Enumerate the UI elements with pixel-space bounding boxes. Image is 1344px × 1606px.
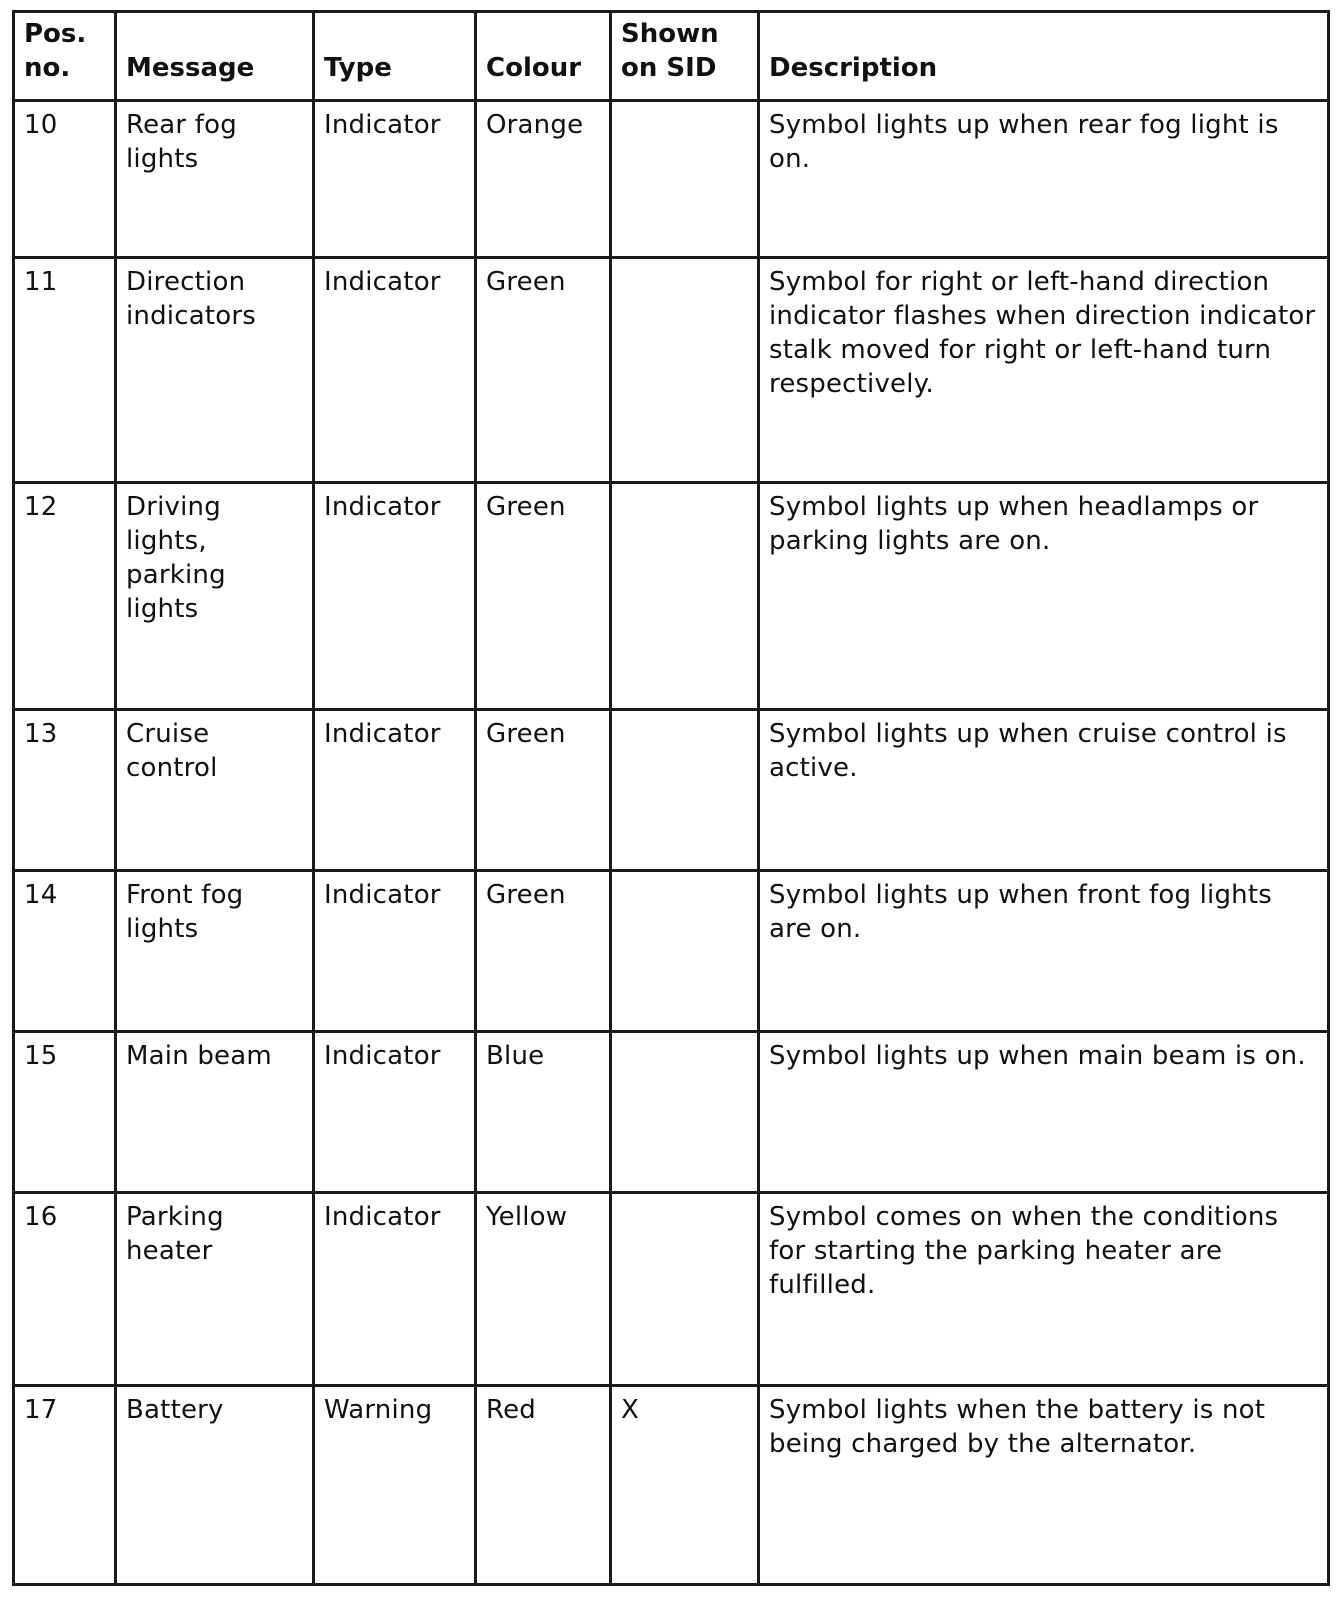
cell-message: Rear fog lights [116, 101, 314, 258]
cell-sid [611, 258, 759, 483]
cell-sid [611, 101, 759, 258]
cell-colour: Red [476, 1386, 611, 1585]
cell-pos: 15 [14, 1032, 116, 1193]
cell-colour: Yellow [476, 1193, 611, 1386]
cell-sid [611, 871, 759, 1032]
cell-description: Symbol lights up when cruise control is active. [759, 710, 1329, 871]
cell-type: Indicator [314, 710, 476, 871]
header-message [116, 12, 314, 101]
cell-description: Symbol lights up when main beam is on. [759, 1032, 1329, 1193]
cell-colour: Orange [476, 101, 611, 258]
cell-description: Symbol for right or left-hand direction indicator flashes when direction indicator stalk moved for right or left-hand turn respectively. [759, 258, 1329, 483]
cell-message: Main beam [116, 1032, 314, 1193]
cell-colour: Green [476, 258, 611, 483]
header-type [314, 12, 476, 101]
table-row [14, 1193, 1329, 1386]
cell-message: Front fog lights [116, 871, 314, 1032]
cell-pos: 10 [14, 101, 116, 258]
table-row [14, 1386, 1329, 1585]
table-row [14, 101, 1329, 258]
table-row [14, 1032, 1329, 1193]
cell-sid [611, 483, 759, 710]
header-colour-label: Colour [486, 53, 582, 83]
cell-pos: 14 [14, 871, 116, 1032]
cell-description: Symbol lights up when headlamps or parking lights are on. [759, 483, 1329, 710]
header-type-label: Type [324, 53, 392, 83]
header-sid-line-2: on SID [621, 53, 717, 83]
table-row [14, 483, 1329, 710]
cell-message: Driving lights, parking lights [116, 483, 314, 710]
header-row [14, 12, 1329, 101]
cell-type: Indicator [314, 483, 476, 710]
indicator-table [12, 10, 1330, 1586]
cell-colour: Blue [476, 1032, 611, 1193]
cell-colour: Green [476, 710, 611, 871]
table-row [14, 871, 1329, 1032]
cell-sid [611, 1193, 759, 1386]
cell-description: Symbol comes on when the conditions for starting the parking heater are fulfilled. [759, 1193, 1329, 1386]
cell-colour: Green [476, 483, 611, 710]
cell-pos: 16 [14, 1193, 116, 1386]
cell-type: Indicator [314, 101, 476, 258]
cell-message: Battery [116, 1386, 314, 1585]
cell-sid: X [611, 1386, 759, 1585]
table-body [14, 101, 1329, 1585]
cell-message: Cruise control [116, 710, 314, 871]
cell-type: Warning [314, 1386, 476, 1585]
cell-description: Symbol lights up when rear fog light is on. [759, 101, 1329, 258]
cell-description: Symbol lights when the battery is not being charged by the alternator. [759, 1386, 1329, 1585]
table-row [14, 258, 1329, 483]
header-sid-line-1: Shown [621, 19, 719, 49]
cell-type: Indicator [314, 871, 476, 1032]
header-shown-on-sid [611, 12, 759, 101]
table-header [14, 12, 1329, 101]
cell-description: Symbol lights up when front fog lights are on. [759, 871, 1329, 1032]
cell-pos: 17 [14, 1386, 116, 1585]
header-description-label: Description [769, 53, 938, 83]
header-message-label: Message [126, 53, 255, 83]
cell-type: Indicator [314, 258, 476, 483]
cell-type: Indicator [314, 1032, 476, 1193]
cell-pos: 13 [14, 710, 116, 871]
table-row [14, 710, 1329, 871]
cell-sid [611, 1032, 759, 1193]
cell-colour: Green [476, 871, 611, 1032]
cell-message: Parking heater [116, 1193, 314, 1386]
cell-sid [611, 710, 759, 871]
header-colour [476, 12, 611, 101]
cell-pos: 11 [14, 258, 116, 483]
header-description [759, 12, 1329, 101]
document-page [12, 10, 1330, 1586]
header-pos-line-1: Pos. [24, 19, 87, 49]
cell-message: Direction indicators [116, 258, 314, 483]
header-pos-no [14, 12, 116, 101]
cell-type: Indicator [314, 1193, 476, 1386]
header-pos-line-2: no. [24, 53, 71, 83]
cell-pos: 12 [14, 483, 116, 710]
